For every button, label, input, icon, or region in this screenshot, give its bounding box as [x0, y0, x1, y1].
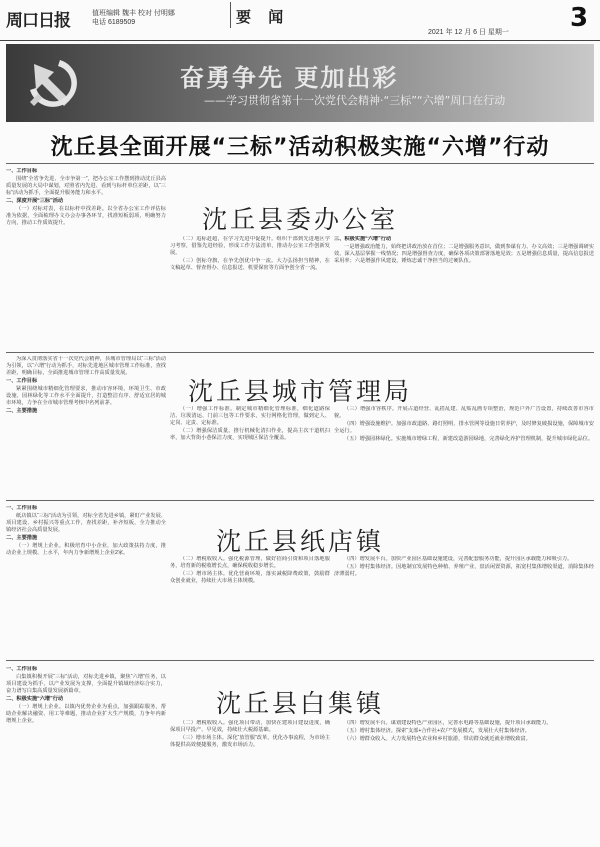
article-paragraph: （五）增村集体经济。探索“支部+合作社+农户”发展模式，发展壮大村集体经济。 [344, 728, 530, 734]
article-paragraph: （二）增税收收入。强化项目带动，加快在建项目建设进度，确保项目早投产、早见效，持续壮大税源基础。 [170, 720, 330, 733]
article-paragraph: 围绕“全省争先进、全市争第一”，把办公室工作摆到推动沈丘县高质量发展的大局中谋划，对照省内先进、看到与标杆单位差距，以“三标”活动为抓手，全面提升服务能力和水平。 [6, 176, 166, 196]
article-paragraph: （四）增强设施维护。加强市政道路、路灯照明、排水管网等设施日常养护，及时修复破损设施，保障城市安全运行。 [334, 421, 594, 434]
masthead [0, 0, 600, 41]
divider [6, 352, 594, 353]
article-column [6, 666, 166, 842]
article-paragraph: （四）增发展平台。加快产业园区基础设施建设，完善配套服务功能，提升园区承载能力和吸引力。 [344, 556, 573, 562]
article-paragraph: （三）增强市容秩序。开展占道经营、乱搭乱建、乱贴乱画专项整治，规范户外广告设置，持续改善市容市貌。 [334, 406, 594, 419]
article-subheading: 一、工作目标 [6, 378, 38, 384]
page-number: 3 [570, 3, 589, 33]
article-column [334, 556, 594, 656]
article-subheading: 二、深度开展“三标”活动 [6, 198, 64, 204]
article-paragraph: （三）增市场主体。深化“放管服”改革，优化办事流程，为市场主体提供高效便捷服务，激发市场活力。 [170, 735, 330, 748]
section-label: 要 闻 [236, 8, 290, 26]
article-paragraph: （一）对标对表，在以标杆中找差距。以全省办公室工作评估标准为依据，全面梳理办文办会办事各环节，找准短板弱项，明确努力方向，推动工作质效提升。 [6, 206, 166, 226]
issue-date: 2021 年 12 月 6 日 星期一 [428, 29, 509, 36]
article-column [334, 720, 594, 842]
article-paragraph: 为深入贯彻落实省十一次党代会精神，县城市管理局以“三标”活动为引领，以“六增”行动为抓手，对标先进地区城市管理工作标准，查找差距，明确目标，全面推进城市管理工作高质量发展。 [6, 356, 166, 376]
section-title-baiji-town: 沈丘县白集镇 [215, 689, 384, 718]
article-column [6, 505, 166, 655]
article-paragraph: （二）增强保洁质量。推行机械化清扫作业，提高主次干道机扫率，加大背街小巷保洁力度，实现城区保洁全覆盖。 [170, 428, 330, 441]
article-paragraph: 一是增强政治能力，始终把讲政治放在首位；二是增强服务意识，做到参谋有力、办文高效；三是增强调研实效，深入基层掌握一线情况；四是增强督查力度，确保各项决策部署落地见效；五是增强信息质量，提高信息报送采用率；六是增强作风建设，锤炼忠诚干净担当的过硬队伍。 [334, 244, 594, 264]
article-column [334, 236, 594, 348]
article-column [170, 236, 330, 348]
article-subheading: 二、主要措施 [6, 408, 38, 414]
article-column [334, 406, 594, 496]
article-paragraph: （三）创标夺旗，在争先创优中争一流。大力弘扬担当精神，在文稿起草、督查督办、信息报送、机要保密等方面争创全省一流。 [170, 258, 330, 271]
page-headline: 沈丘县全面开展“三标”活动积极实施“六增”行动 [50, 135, 550, 160]
masthead-divider [230, 2, 231, 28]
article-paragraph: 纸店镇以“三标”活动为引领，对标全省先进乡镇，紧盯产业发展、项目建设、乡村振兴等重点工作，查找差距，补齐短板，全力推动全镇经济社会高质量发展。 [6, 513, 166, 533]
banner-subtitle: ——学习贯彻省第十一次党代会精神·“三标”“六增”周口在行动 [204, 94, 506, 107]
article-paragraph: （一）增规上企业。积极培育中小企业，加大政策扶持力度，推动企业上规模、上水平，年内力争新增规上企业2家。 [6, 543, 166, 556]
divider [6, 660, 594, 661]
article-paragraph: （三）增市场主体。优化营商环境，落实减税降费政策，鼓励群众创业就业，持续壮大市场主体规模。 [170, 571, 330, 584]
article-paragraph: 紧紧围绕城市精细化管理要求，推动市容环境、环境卫生、市政设施、园林绿化等工作水平全面提升，打造整洁有序、舒适宜居的城市环境，力争在全市城市管理考核中名列前茅。 [6, 386, 166, 406]
article-paragraph: （一）增规上企业。以镇内优势企业为重点，加强跟踪服务，帮助企业解决融资、用工等难题，推动企业扩大生产规模，力争年内新增规上企业。 [6, 704, 166, 724]
divider [6, 500, 594, 501]
masthead-info-line: 电话 6189509 [92, 19, 136, 26]
article-column [170, 720, 330, 842]
section-title-urban-management: 沈丘县城市管理局 [187, 377, 412, 406]
article-column [6, 168, 166, 348]
paper-logo: 周口日报 [6, 11, 70, 31]
article-subheading: 一、工作目标 [6, 666, 38, 672]
article-subheading: 一、工作目标 [6, 505, 38, 511]
masthead-info-line: 值班编辑 魏丰 校对 付明娜 [92, 10, 175, 17]
party-emblem-icon [20, 50, 84, 114]
article-column [6, 356, 166, 496]
article-paragraph: （五）增强园林绿化。实施城市增绿工程，新建改造游园绿地，完善绿化养护管理机制，提升城市绿化品位。 [344, 436, 594, 442]
article-column [170, 406, 330, 496]
article-paragraph: 白集镇积极开展“三标”活动，对标先进乡镇，聚焦“六增”任务，以项目建设为抓手，以产业发展为支撑，全面提升镇域经济综合实力，奋力谱写白集高质量发展新篇章。 [6, 674, 166, 694]
article-paragraph: （四）增发展平台。谋划建设特色产业园区，完善水电路等基础设施，提升项目承载能力。 [344, 720, 552, 726]
section-title-zhidian-town: 沈丘县纸店镇 [215, 527, 384, 556]
article-paragraph: （五）增村集体经济。因地制宜发展特色种植、养殖产业，盘活闲置资源，拓宽村集体增收渠道，消除集体经济薄弱村。 [334, 564, 594, 577]
article-subheading: 三、积极实施“六增”行动 [334, 236, 392, 242]
masthead-info [92, 9, 175, 27]
article-paragraph: （二）增税收收入。强化税源管理，做好招商引资和项目落地服务，培育新的税收增长点，确保税收稳步增长。 [170, 556, 330, 569]
article-subheading: 二、主要措施 [6, 535, 38, 541]
article-paragraph: （一）增强工作标准。制定城市精细化管理标准，细化道路保洁、垃圾清运、门前三包等工作要求，实行网格化管理，做到定人、定岗、定责、定标准。 [170, 406, 330, 426]
article-paragraph: （二）追标赶超，在学习先进中促提升。组织干部到先进地区学习考察，借鉴先进经验，形成工作方法清单，推动办公室工作创新发展。 [170, 236, 330, 256]
article-subheading: 二、积极实施“六增”行动 [6, 696, 64, 702]
divider [6, 163, 594, 164]
article-column [170, 556, 330, 656]
banner-slogan: 奋勇争先 更加出彩 [180, 64, 399, 92]
article-subheading: 一、工作目标 [6, 168, 38, 174]
article-paragraph: （六）增群众收入。大力发展特色农业和乡村旅游，带动群众就近就业增收致富。 [344, 736, 531, 742]
section-title-county-office: 沈丘县委办公室 [201, 205, 398, 234]
